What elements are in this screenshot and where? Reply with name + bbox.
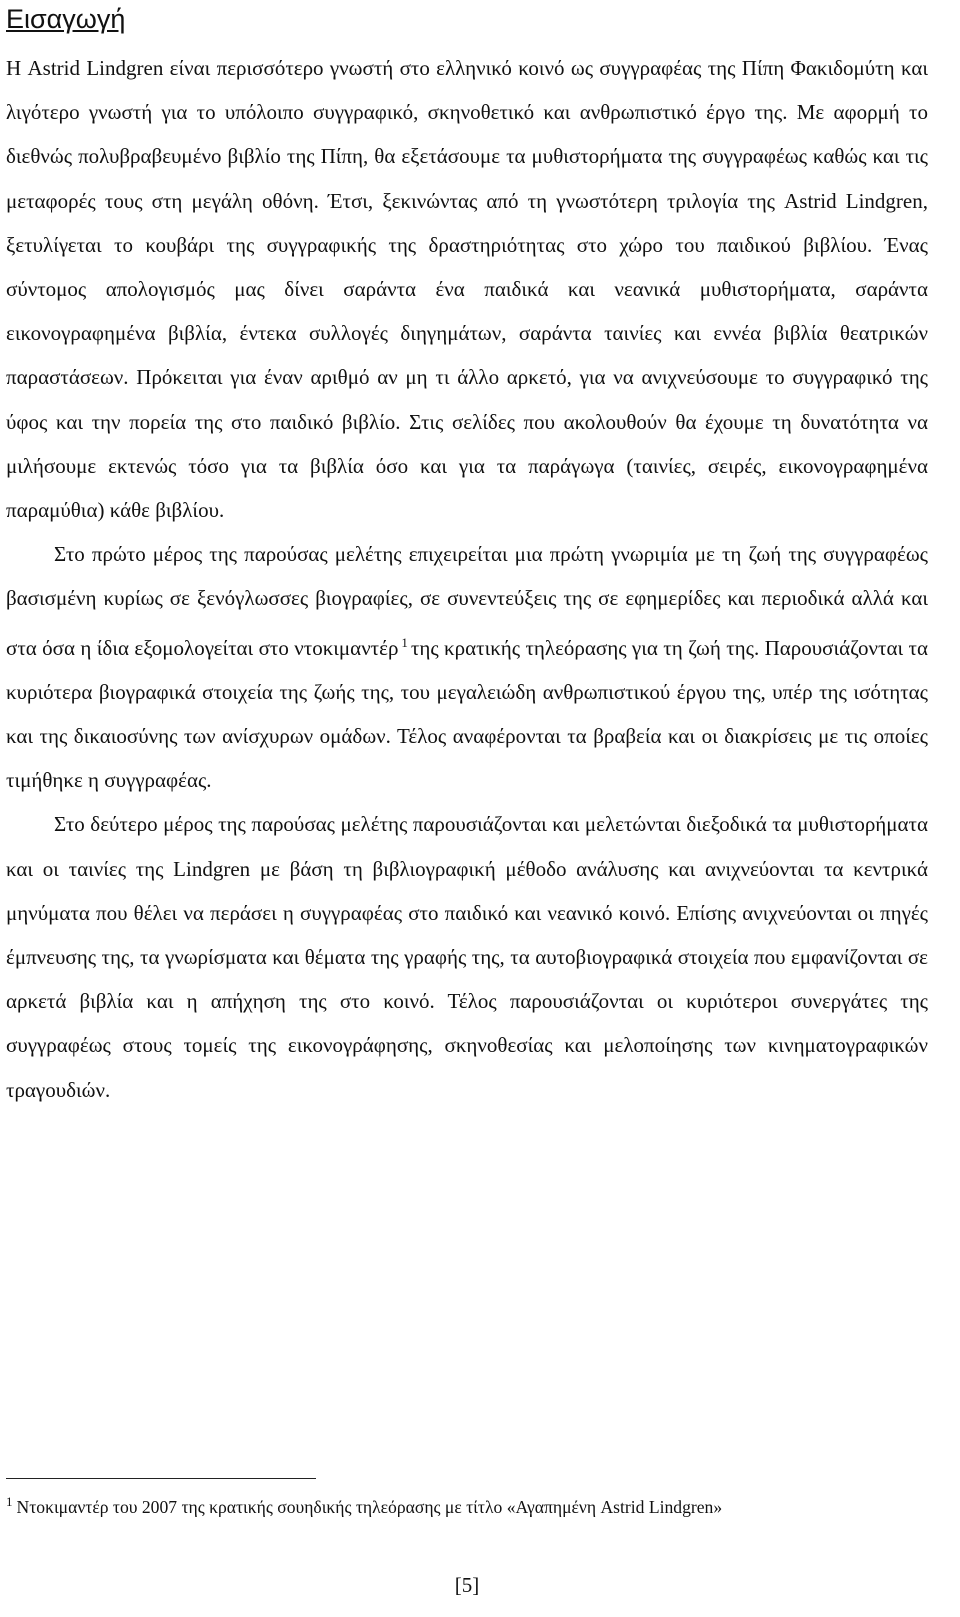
footnote-reference: 1 (401, 634, 408, 650)
page-number: [5] (454, 1573, 480, 1597)
section-heading: Εισαγωγή (6, 4, 126, 34)
paragraph-text: της κρατικής τηλεόρασης για τη ζωή της. Παρουσιάζονται τα κυριότερα βιογραφικά στοιχεία της ζωής της, του μεγαλειώδη ανθρωπιστικού έργου της, υπέρ της ισότητας και της δικαιοσύνης των ανίσχυρων ομάδων. Τέλος αναφέρονται τα βραβεία και οι διακρίσεις με τις οποίες τιμήθηκε η συγγραφέας. (6, 635, 928, 793)
footnote-separator (6, 1478, 316, 1479)
paragraph: Η Astrid Lindgren είναι περισσότερο γνωστή στο ελληνικό κοινό ως συγγραφέας της Πίπη Φακιδομύτη και λιγότερο γνωστή για το υπόλοιπο συγγραφικό, σκηνοθετικό και ανθρωπιστικό έργο της. Με αφορμή το διεθνώς πολυβραβευμένο βιβλίο της Πίπη, θα εξετάσουμε τα μυθιστορήματα της συγγραφέως καθώς και τις μεταφορές τους στη μεγάλη οθόνη. Έτσι, ξεκινώντας από τη γνωστότερη τριλογία της Astrid Lindgren, ξετυλίγεται το κουβάρι της συγγραφικής της δραστηριότητας στο χώρο του παιδικού βιβλίου. Ένας σύντομος απολογισμός μας δίνει σαράντα ένα παιδικά και νεανικά μυθιστορήματα, σαράντα εικονογραφημένα βιβλία, έντεκα συλλογές διηγημάτων, σαράντα ταινίες και εννέα βιβλία θεατρικών παραστάσεων. Πρόκειται για έναν αριθμό αν μη τι άλλο αρκετό, για να ανιχνεύσουμε το συγγραφικό της ύφος και την πορεία της στο παιδικό βιβλίο. Στις σελίδες που ακολουθούν θα έχουμε τη δυνατότητα να μιλήσουμε εκτενώς τόσο για τα βιβλία όσο και για τα παράγωγα (ταινίες, σειρές, εικονογραφημένα παραμύθια) κάθε βιβλίου. (6, 56, 928, 523)
body-text (6, 46, 928, 1112)
footnote-text: Ντοκιμαντέρ του 2007 της κρατικής σουηδικής τηλεόρασης με τίτλο «Αγαπημένη Astrid Lindgren» (16, 1497, 723, 1517)
paragraph: Στο δεύτερο μέρος της παρούσας μελέτης παρουσιάζονται και μελετώνται διεξοδικά τα μυθιστορήματα και οι ταινίες της Lindgren με βάση τη βιβλιογραφική μέθοδο ανάλυσης και ανιχνεύονται τα κεντρικά μηνύματα που θέλει να περάσει η συγγραφέας στο παιδικό και νεανικό κοινό. Επίσης ανιχνεύονται οι πηγές έμπνευσης της, τα γνωρίσματα και θέματα της γραφής της, τα αυτοβιογραφικά στοιχεία που εμφανίζονται σε αρκετά βιβλία και η απήχηση της στο κοινό. Τέλος παρουσιάζονται οι κυριότεροι συνεργάτες της συγγραφέως στους τομείς της εικονογράφησης, σκηνοθεσίας και μελοποίησης των κινηματογραφικών τραγουδιών. (6, 812, 928, 1102)
paragraph (6, 532, 928, 802)
paragraph-text: Στο πρώτο μέρος της παρούσας μελέτης επιχειρείται μια πρώτη γνωριμία με τη ζωή της συγγραφέως βασισμένη κυρίως σε ξενόγλωσσες βιογραφίες, σε συνεντεύξεις της σε εφημερίδες και περιοδικά αλλά και στα όσα η ίδια εξομολογείται στο ντοκιμαντέρ (6, 542, 928, 660)
footnote (6, 1494, 928, 1522)
footnote-number: 1 (6, 1494, 13, 1509)
